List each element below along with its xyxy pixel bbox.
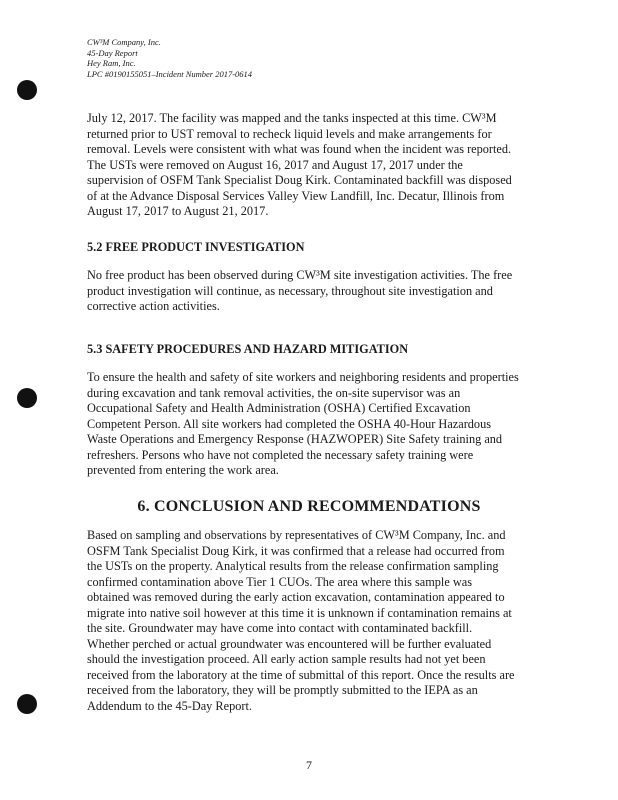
text-line: should the investigation proceed. All early action sample results had not yet been [87,652,486,666]
binder-hole-top [17,80,37,100]
text-line: Whether perched or actual groundwater was encountered will be further evaluated [87,636,492,651]
section-6-heading: 6. CONCLUSION AND RECOMMENDATIONS [137,498,481,515]
text-line: refreshers. Persons who have not completed the necessary safety training were [87,447,474,462]
text-line: received from the laboratory at the time of submittal of this report. Once the results are [87,667,515,682]
page-number: 7 [306,758,312,772]
text-line: OSFM Tank Specialist Doug Kirk, it was confirmed that a release had occurred from [87,543,505,558]
text-line: corrective action activities. [87,299,220,313]
header-lpc: LPC #0190155051–Incident Number 2017-0614 [87,68,253,79]
text-line: Waste Operations and Emergency Response (HAZWOPER) Site Safety training and [87,432,503,446]
binder-hole-middle [17,388,37,408]
header-company: CW³M Company, Inc. [87,37,161,47]
intro-paragraph [87,111,547,220]
text-line: Based on sampling and observations by representatives of CW³M Company, Inc. and [87,528,506,542]
header-report: 45-Day Report [87,47,138,58]
text-line: during excavation and tank removal activities, the on-site supervisor was an [87,385,461,400]
section-5-3-paragraph [87,370,547,479]
running-header [87,37,252,79]
text-line: No free product has been observed during CW³M site investigation activities. The free [87,268,513,282]
text-line: the USTs on the property. Analytical results from the release confirmation sampling [87,559,499,573]
header-client: Hey Ram, Inc. [87,58,136,68]
text-line: returned prior to UST removal to recheck liquid levels and make arrangements for [87,126,492,141]
text-line: received from the laboratory, they will be promptly submitted to the IEPA as an [87,683,478,697]
text-line: July 12, 2017. The facility was mapped and the tanks inspected at this time. CW³M [87,111,497,125]
text-line: removal. Levels were consistent with what was found when the incident was reported. [87,142,512,156]
text-line: To ensure the health and safety of site workers and neighboring residents and properties [87,370,519,384]
text-line: The USTs were removed on August 16, 2017 and August 17, 2017 under the [87,157,463,172]
text-line: obtained was removed during the early action excavation, contamination appeared to [87,590,505,604]
text-line: Addendum to the 45-Day Report. [87,698,252,713]
text-line: Competent Person. All site workers had completed the OSHA 40-Hour Hazardous [87,416,492,431]
text-line: migrate into native soil however at this time it is unknown if contamination remains at [87,605,512,620]
text-line: prevented from entering the work area. [87,463,279,477]
section-5-2-paragraph [87,268,547,315]
text-line: the site. Groundwater may have come into contact with contaminated backfill. [87,621,473,635]
section-5-2-heading: 5.2 FREE PRODUCT INVESTIGATION [87,240,305,254]
binder-hole-bottom [17,694,37,714]
text-line: confirmed contamination above Tier 1 CUOs. The area where this sample was [87,574,472,589]
text-line: supervision of OSFM Tank Specialist Doug Kirk. Contaminated backfill was disposed [87,173,512,187]
section-6-paragraph [87,528,547,714]
text-line: of at the Advance Disposal Services Valley View Landfill, Inc. Decatur, Illinois from [87,188,505,203]
section-5-3-heading: 5.3 SAFETY PROCEDURES AND HAZARD MITIGATION [87,342,409,356]
text-line: Occupational Safety and Health Administration (OSHA) Certified Excavation [87,401,471,415]
text-line: August 17, 2017 to August 21, 2017. [87,204,269,218]
text-line: product investigation will continue, as necessary, throughout site investigation and [87,283,493,298]
